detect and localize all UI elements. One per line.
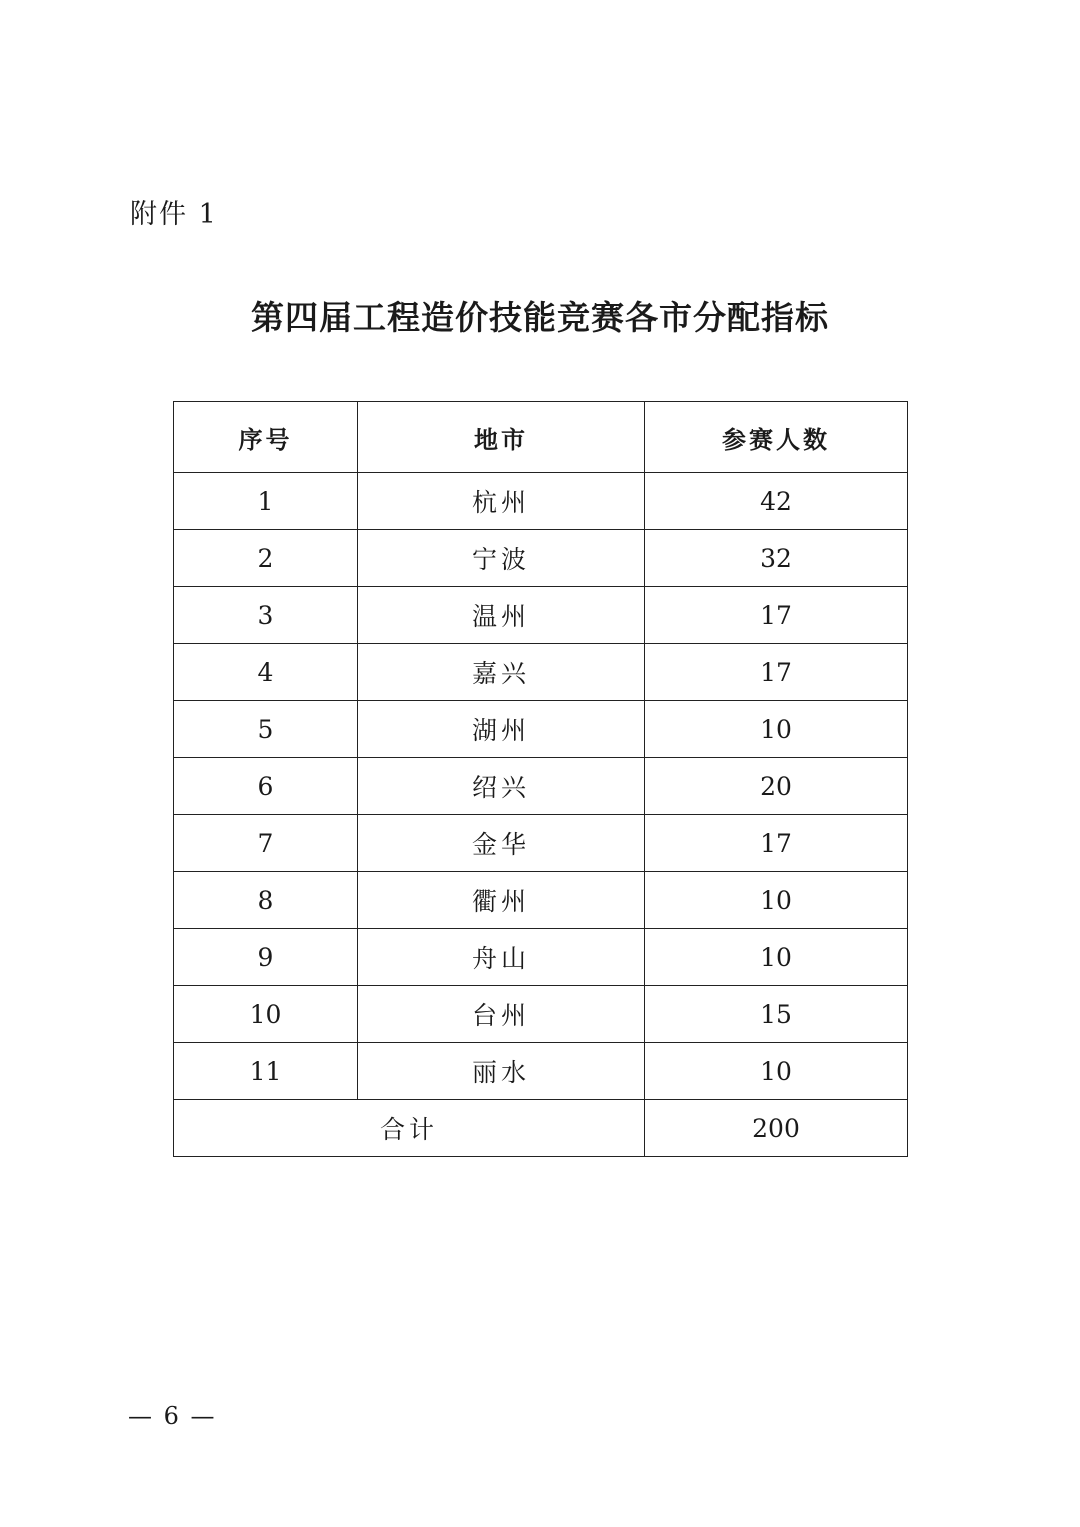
serial-number-cell: 4 — [174, 644, 358, 701]
count-cell: 10 — [645, 701, 908, 758]
table-row — [174, 587, 908, 644]
city-cell: 金华 — [358, 815, 645, 872]
table-row — [174, 530, 908, 587]
table-row — [174, 701, 908, 758]
serial-number-cell: 1 — [174, 473, 358, 530]
city-cell: 舟山 — [358, 929, 645, 986]
count-cell: 42 — [645, 473, 908, 530]
city-cell: 衢州 — [358, 872, 645, 929]
total-label: 合计 — [174, 1100, 645, 1157]
count-cell: 17 — [645, 644, 908, 701]
count-cell: 20 — [645, 758, 908, 815]
count-cell: 10 — [645, 1043, 908, 1100]
quota-table — [173, 401, 908, 1157]
table-row — [174, 986, 908, 1043]
serial-number-cell: 5 — [174, 701, 358, 758]
document-title: 第四届工程造价技能竞赛各市分配指标 — [251, 298, 829, 337]
table-row — [174, 872, 908, 929]
serial-number-cell: 7 — [174, 815, 358, 872]
table-row — [174, 815, 908, 872]
table-header-row — [174, 402, 908, 473]
table-row — [174, 929, 908, 986]
city-cell: 湖州 — [358, 701, 645, 758]
city-cell: 绍兴 — [358, 758, 645, 815]
header-serial-number: 序号 — [174, 402, 358, 473]
header-city: 地市 — [358, 402, 645, 473]
count-cell: 32 — [645, 530, 908, 587]
city-cell: 宁波 — [358, 530, 645, 587]
serial-number-cell: 8 — [174, 872, 358, 929]
city-cell: 嘉兴 — [358, 644, 645, 701]
count-cell: 15 — [645, 986, 908, 1043]
count-cell: 17 — [645, 587, 908, 644]
table-row — [174, 758, 908, 815]
serial-number-cell: 3 — [174, 587, 358, 644]
table-row — [174, 1043, 908, 1100]
serial-number-cell: 6 — [174, 758, 358, 815]
city-cell: 丽水 — [358, 1043, 645, 1100]
header-participant-count: 参赛人数 — [645, 402, 908, 473]
attachment-label: 附件 1 — [130, 199, 218, 230]
city-cell: 杭州 — [358, 473, 645, 530]
total-row — [174, 1100, 908, 1157]
city-cell: 台州 — [358, 986, 645, 1043]
city-cell: 温州 — [358, 587, 645, 644]
table-row — [174, 473, 908, 530]
serial-number-cell: 9 — [174, 929, 358, 986]
count-cell: 10 — [645, 929, 908, 986]
table-row — [174, 644, 908, 701]
table-body — [174, 473, 908, 1157]
serial-number-cell: 10 — [174, 986, 358, 1043]
serial-number-cell: 11 — [174, 1043, 358, 1100]
serial-number-cell: 2 — [174, 530, 358, 587]
page-number: — 6 — — [128, 1402, 217, 1430]
count-cell: 17 — [645, 815, 908, 872]
count-cell: 10 — [645, 872, 908, 929]
total-value: 200 — [645, 1100, 908, 1157]
